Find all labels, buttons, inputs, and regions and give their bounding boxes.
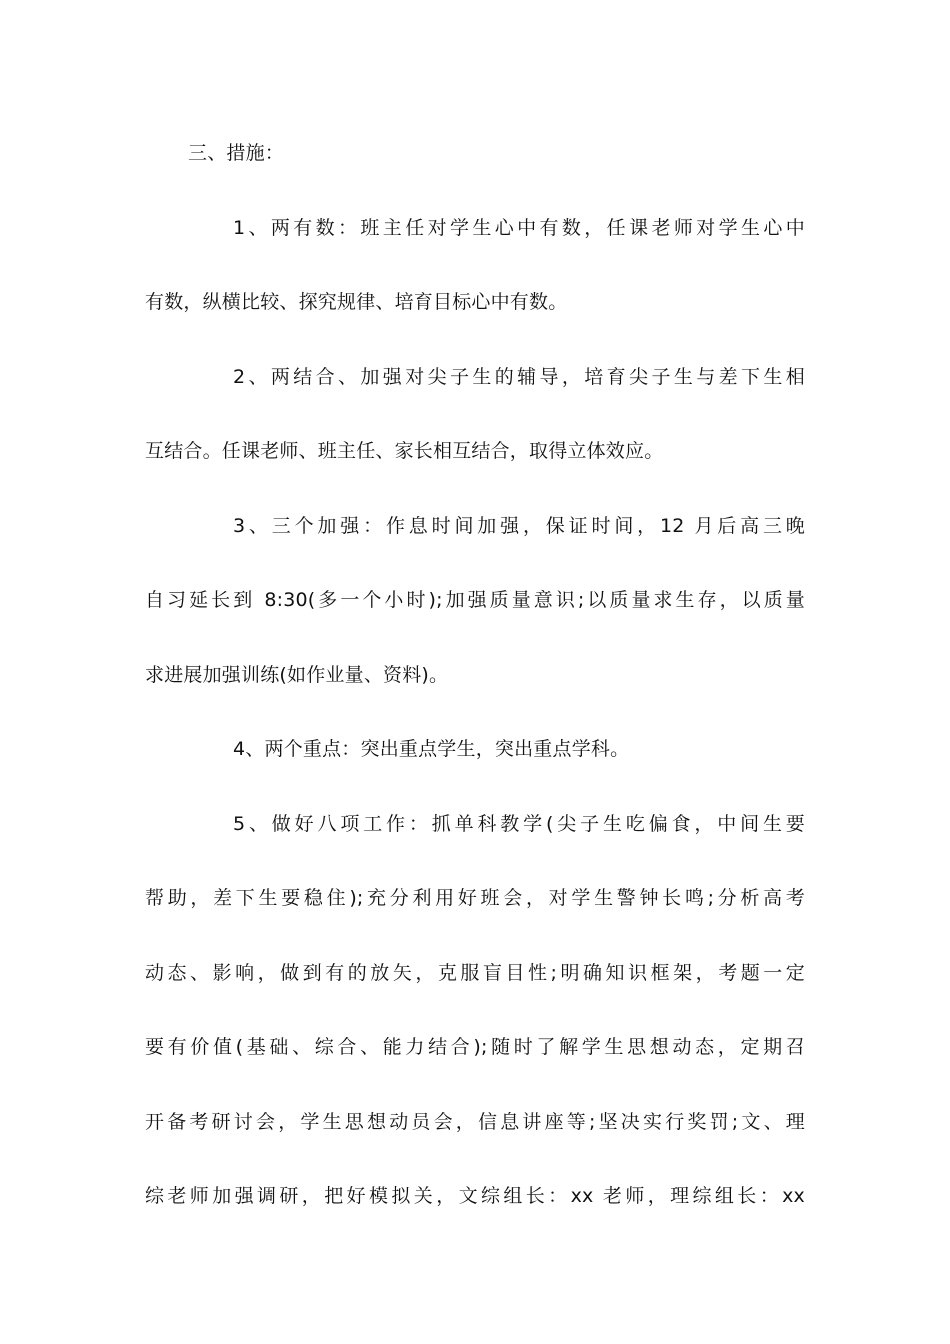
paragraph-5-line-2: 帮助，差下生要稳住);充分利用好班会，对学生警钟长鸣;分析高考 [145,887,805,909]
section-heading: 三、措施： [188,142,285,164]
paragraph-1-line-2: 有数，纵横比较、探究规律、培育目标心中有数。 [145,291,568,313]
paragraph-4-line-1: 4、两个重点：突出重点学生，突出重点学科。 [233,738,630,760]
paragraph-5-line-6: 综老师加强调研，把好模拟关，文综组长：xx 老师，理综组长：xx [145,1185,805,1207]
paragraph-5-line-5: 开备考研讨会，学生思想动员会，信息讲座等;坚决实行奖罚;文、理 [145,1110,805,1133]
paragraph-3-line-2: 自习延长到 8:30(多一个小时);加强质量意识;以质量求生存，以质量 [145,589,805,611]
document-body [145,128,805,1246]
paragraph-2-line-2: 互结合。任课老师、班主任、家长相互结合，取得立体效应。 [145,440,664,462]
paragraph-3-line-3: 求进展加强训练(如作业量、资料)。 [145,663,449,686]
paragraph-5-line-3: 动态、影响，做到有的放矢，克服盲目性;明确知识框架，考题一定 [145,961,805,984]
paragraph-5-line-1: 5、做好八项工作：抓单科教学(尖子生吃偏食，中间生要 [233,812,805,835]
paragraph-2-line-1: 2、两结合、加强对尖子生的辅导，培育尖子生与差下生相 [233,365,805,388]
paragraph-1-line-1: 1、两有数：班主任对学生心中有数，任课老师对学生心中 [233,216,805,239]
paragraph-5-line-4: 要有价值(基础、综合、能力结合);随时了解学生思想动态，定期召 [145,1036,805,1058]
paragraph-3-line-1: 3、三个加强：作息时间加强，保证时间，12 月后高三晚 [233,514,805,537]
